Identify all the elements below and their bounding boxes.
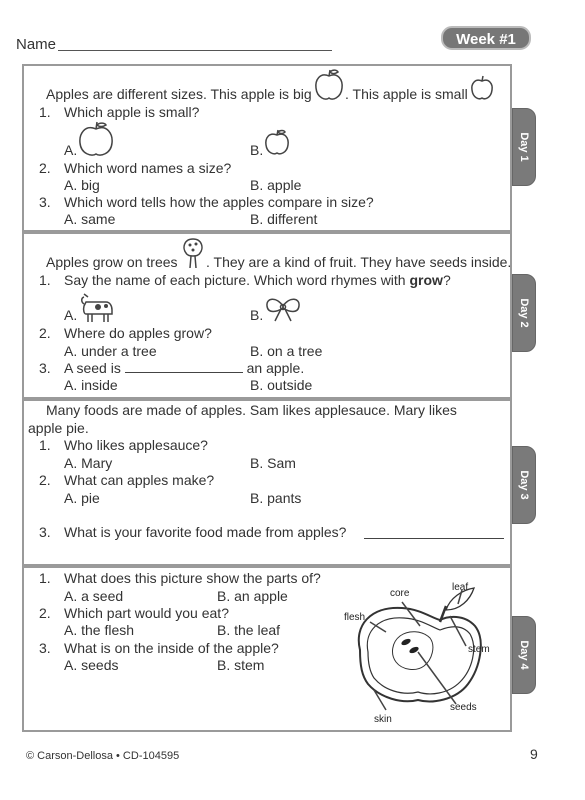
day3-q2-a[interactable]: A. pie: [64, 490, 100, 506]
day4-q2-b[interactable]: B. the leaf: [217, 622, 281, 638]
day2-q2-b[interactable]: B. on a tree: [250, 343, 323, 359]
day2-q3-text: A seed is an apple.: [64, 360, 305, 376]
tab-day1: Day 1: [512, 108, 536, 186]
tab-day2: Day 2: [512, 274, 536, 352]
day4-q3-b[interactable]: B. stem: [217, 657, 265, 673]
day4-q3-num: 3.: [39, 640, 51, 656]
day1-q1-b[interactable]: B.: [250, 142, 264, 158]
favorite-food-blank[interactable]: [364, 538, 504, 539]
day4-q2-num: 2.: [39, 605, 51, 621]
day2-q3-a[interactable]: A. inside: [64, 377, 118, 393]
day1-q1-num: 1.: [39, 104, 51, 120]
apple-parts-diagram: [340, 576, 510, 730]
day3-q3-num: 3.: [39, 524, 51, 540]
day1-q2-text: Which word names a size?: [64, 160, 232, 176]
day1-q2-b[interactable]: B. apple: [250, 177, 302, 193]
tab-day3: Day 3: [512, 446, 536, 524]
day1-intro-b: . This apple is small: [345, 86, 468, 102]
label-skin: skin: [374, 714, 392, 725]
day2-q2-num: 2.: [39, 325, 51, 341]
day3-intro-line2: apple pie.: [28, 420, 89, 436]
day4-q2-a[interactable]: A. the flesh: [64, 622, 135, 638]
day4-q1-b[interactable]: B. an apple: [217, 588, 288, 604]
day1-q3-b[interactable]: B. different: [250, 211, 318, 227]
day1-q2-a[interactable]: A. big: [64, 177, 100, 193]
name-line[interactable]: [58, 50, 332, 51]
label-stem: stem: [468, 644, 490, 655]
answer-blank[interactable]: [125, 372, 243, 373]
day2-q2-text: Where do apples grow?: [64, 325, 212, 341]
label-flesh: flesh: [344, 612, 366, 623]
day2-q1-b[interactable]: B.: [250, 307, 264, 323]
day2-q3-b[interactable]: B. outside: [250, 377, 313, 393]
label-leaf: leaf: [452, 582, 469, 593]
day4-q3-text: What is on the inside of the apple?: [64, 640, 279, 656]
day2-q2-a[interactable]: A. under a tree: [64, 343, 157, 359]
big-apple-icon: [314, 68, 344, 102]
tab-day4: Day 4: [512, 616, 536, 694]
day3-q1-b[interactable]: B. Sam: [250, 455, 296, 471]
week-badge: Week #1: [441, 26, 531, 50]
day1-intro-a: Apples are different sizes. This apple is big: [46, 86, 312, 102]
day3-q1-num: 1.: [39, 437, 51, 453]
label-core: core: [390, 588, 410, 599]
day2-q1-num: 1.: [39, 272, 51, 288]
rhyme-word: grow: [409, 272, 443, 288]
day3-q3-text: What is your favorite food made from apples?: [64, 524, 347, 540]
copyright: © Carson-Dellosa • CD-104595: [26, 750, 180, 762]
day4-q1-a[interactable]: A. a seed: [64, 588, 124, 604]
day3-q1-text: Who likes applesauce?: [64, 437, 208, 453]
day4-q1-text: What does this picture show the parts of?: [64, 570, 321, 586]
day2-intro-a: Apples grow on trees: [46, 254, 178, 270]
day4-q2-text: Which part would you eat?: [64, 605, 229, 621]
day2-q3-num: 3.: [39, 360, 51, 376]
small-apple-icon: [470, 74, 494, 102]
apple-small-icon: [264, 128, 290, 156]
day2-q1-text: Say the name of each picture. Which word rhymes with grow?: [64, 272, 451, 288]
apple-tree-icon: [180, 236, 206, 270]
cow-icon: [80, 292, 118, 324]
day1-q3-text: Which word tells how the apples compare in size?: [64, 194, 374, 210]
name-label: Name: [16, 36, 57, 53]
day1-q3-a[interactable]: A. same: [64, 211, 116, 227]
apple-big-icon: [78, 120, 114, 158]
day3-q1-a[interactable]: A. Mary: [64, 455, 113, 471]
day1-q1-text: Which apple is small?: [64, 104, 200, 120]
label-seeds: seeds: [450, 702, 477, 713]
day4-q3-a[interactable]: A. seeds: [64, 657, 119, 673]
day3-q2-num: 2.: [39, 472, 51, 488]
day3-intro-line1: Many foods are made of apples. Sam likes applesauce. Mary likes: [46, 402, 457, 418]
day3-q2-text: What can apples make?: [64, 472, 215, 488]
day4-q1-num: 1.: [39, 570, 51, 586]
day2-q1-a[interactable]: A.: [64, 307, 78, 323]
day1-q2-num: 2.: [39, 160, 51, 176]
bow-icon: [264, 294, 302, 324]
day2-intro-b: . They are a kind of fruit. They have seeds inside.: [206, 254, 512, 270]
day1-q1-a[interactable]: A.: [64, 142, 78, 158]
day1-q3-num: 3.: [39, 194, 51, 210]
page-number: 9: [530, 746, 538, 762]
day3-q2-b[interactable]: B. pants: [250, 490, 302, 506]
